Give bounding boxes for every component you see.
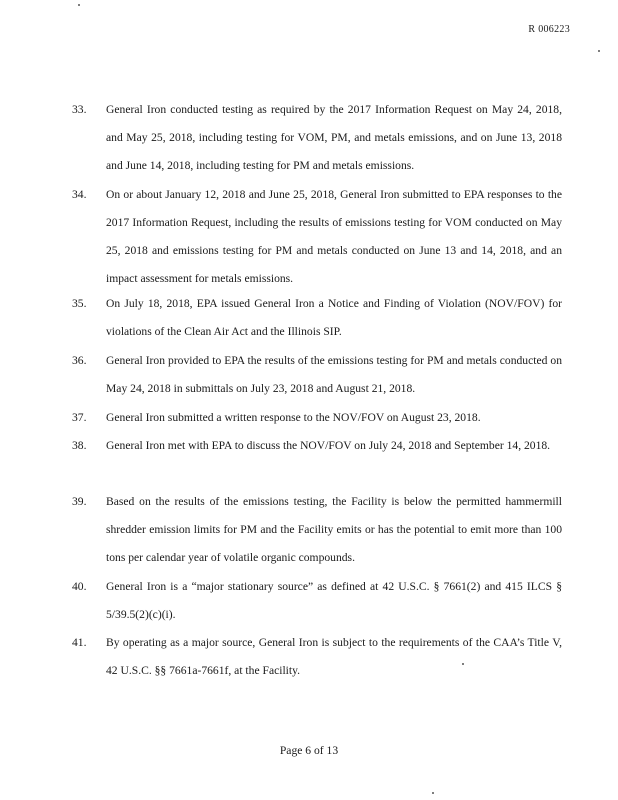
paragraph-number: 41. <box>72 636 87 649</box>
paragraph-text: General Iron met with EPA to discuss the NOV/FOV on July 24, 2018 and September 14, 2018. <box>106 439 551 452</box>
page-footer: Page 6 of 13 <box>279 744 339 757</box>
paragraph-39 <box>72 488 562 572</box>
paragraph-text: General Iron is a “major stationary source” as defined at 42 U.S.C. § 7661(2) and 415 ILCS § 5/39.5(2)(c)(i). <box>106 580 562 621</box>
paragraph-38 <box>72 432 562 460</box>
paragraph-34 <box>72 181 562 293</box>
paragraph-text: General Iron provided to EPA the results of the emissions testing for PM and metals conducted on May 24, 2018 in submittals on July 23, 2018 and August 21, 2018. <box>106 354 562 395</box>
paragraph-text: General Iron conducted testing as required by the 2017 Information Request on May 24, 2018, and May 25, 2018, including testing for VOM, PM, and metals emissions, and on June 13, 2018 and June 14, 2018, including testing for PM and metals emissions. <box>106 103 562 172</box>
paragraph-text: By operating as a major source, General Iron is subject to the requirements of the CAA’s Title V, 42 U.S.C. §§ 7661a-7661f, at the Facility. <box>106 636 562 677</box>
paragraph-33 <box>72 96 562 180</box>
scan-speck <box>432 792 434 794</box>
paragraph-number: 37. <box>72 411 87 424</box>
paragraph-number: 36. <box>72 354 87 367</box>
paragraph-text: On July 18, 2018, EPA issued General Iron a Notice and Finding of Violation (NOV/FOV) for violations of the Clean Air Act and the Illinois SIP. <box>106 297 562 338</box>
paragraph-41 <box>72 629 562 685</box>
paragraph-number: 33. <box>72 103 87 116</box>
paragraph-40 <box>72 573 562 629</box>
paragraph-text: Based on the results of the emissions testing, the Facility is below the permitted hammermill shredder emission limits for PM and the Facility emits or has the potential to emit more than 100 tons per calendar year of volatile organic compounds. <box>106 495 562 564</box>
paragraph-number: 34. <box>72 188 87 201</box>
paragraph-35 <box>72 290 562 346</box>
bates-number: R 006223 <box>528 24 570 35</box>
paragraph-number: 40. <box>72 580 87 593</box>
paragraph-37 <box>72 404 562 432</box>
scan-speck <box>598 50 600 52</box>
paragraph-number: 39. <box>72 495 87 508</box>
scan-speck <box>78 4 80 6</box>
paragraph-number: 35. <box>72 297 87 310</box>
paragraph-text: On or about January 12, 2018 and June 25, 2018, General Iron submitted to EPA responses to the 2017 Information Request, including the results of emissions testing for VOM conducted on May 25, 2018 and emissions testing for PM and metals conducted on June 13 and 14, 2018, and an impact assessment for metals emissions. <box>106 188 562 285</box>
paragraph-number: 38. <box>72 439 87 452</box>
paragraph-text: General Iron submitted a written response to the NOV/FOV on August 23, 2018. <box>106 411 481 424</box>
scan-speck <box>462 663 464 665</box>
paragraph-36 <box>72 347 562 403</box>
